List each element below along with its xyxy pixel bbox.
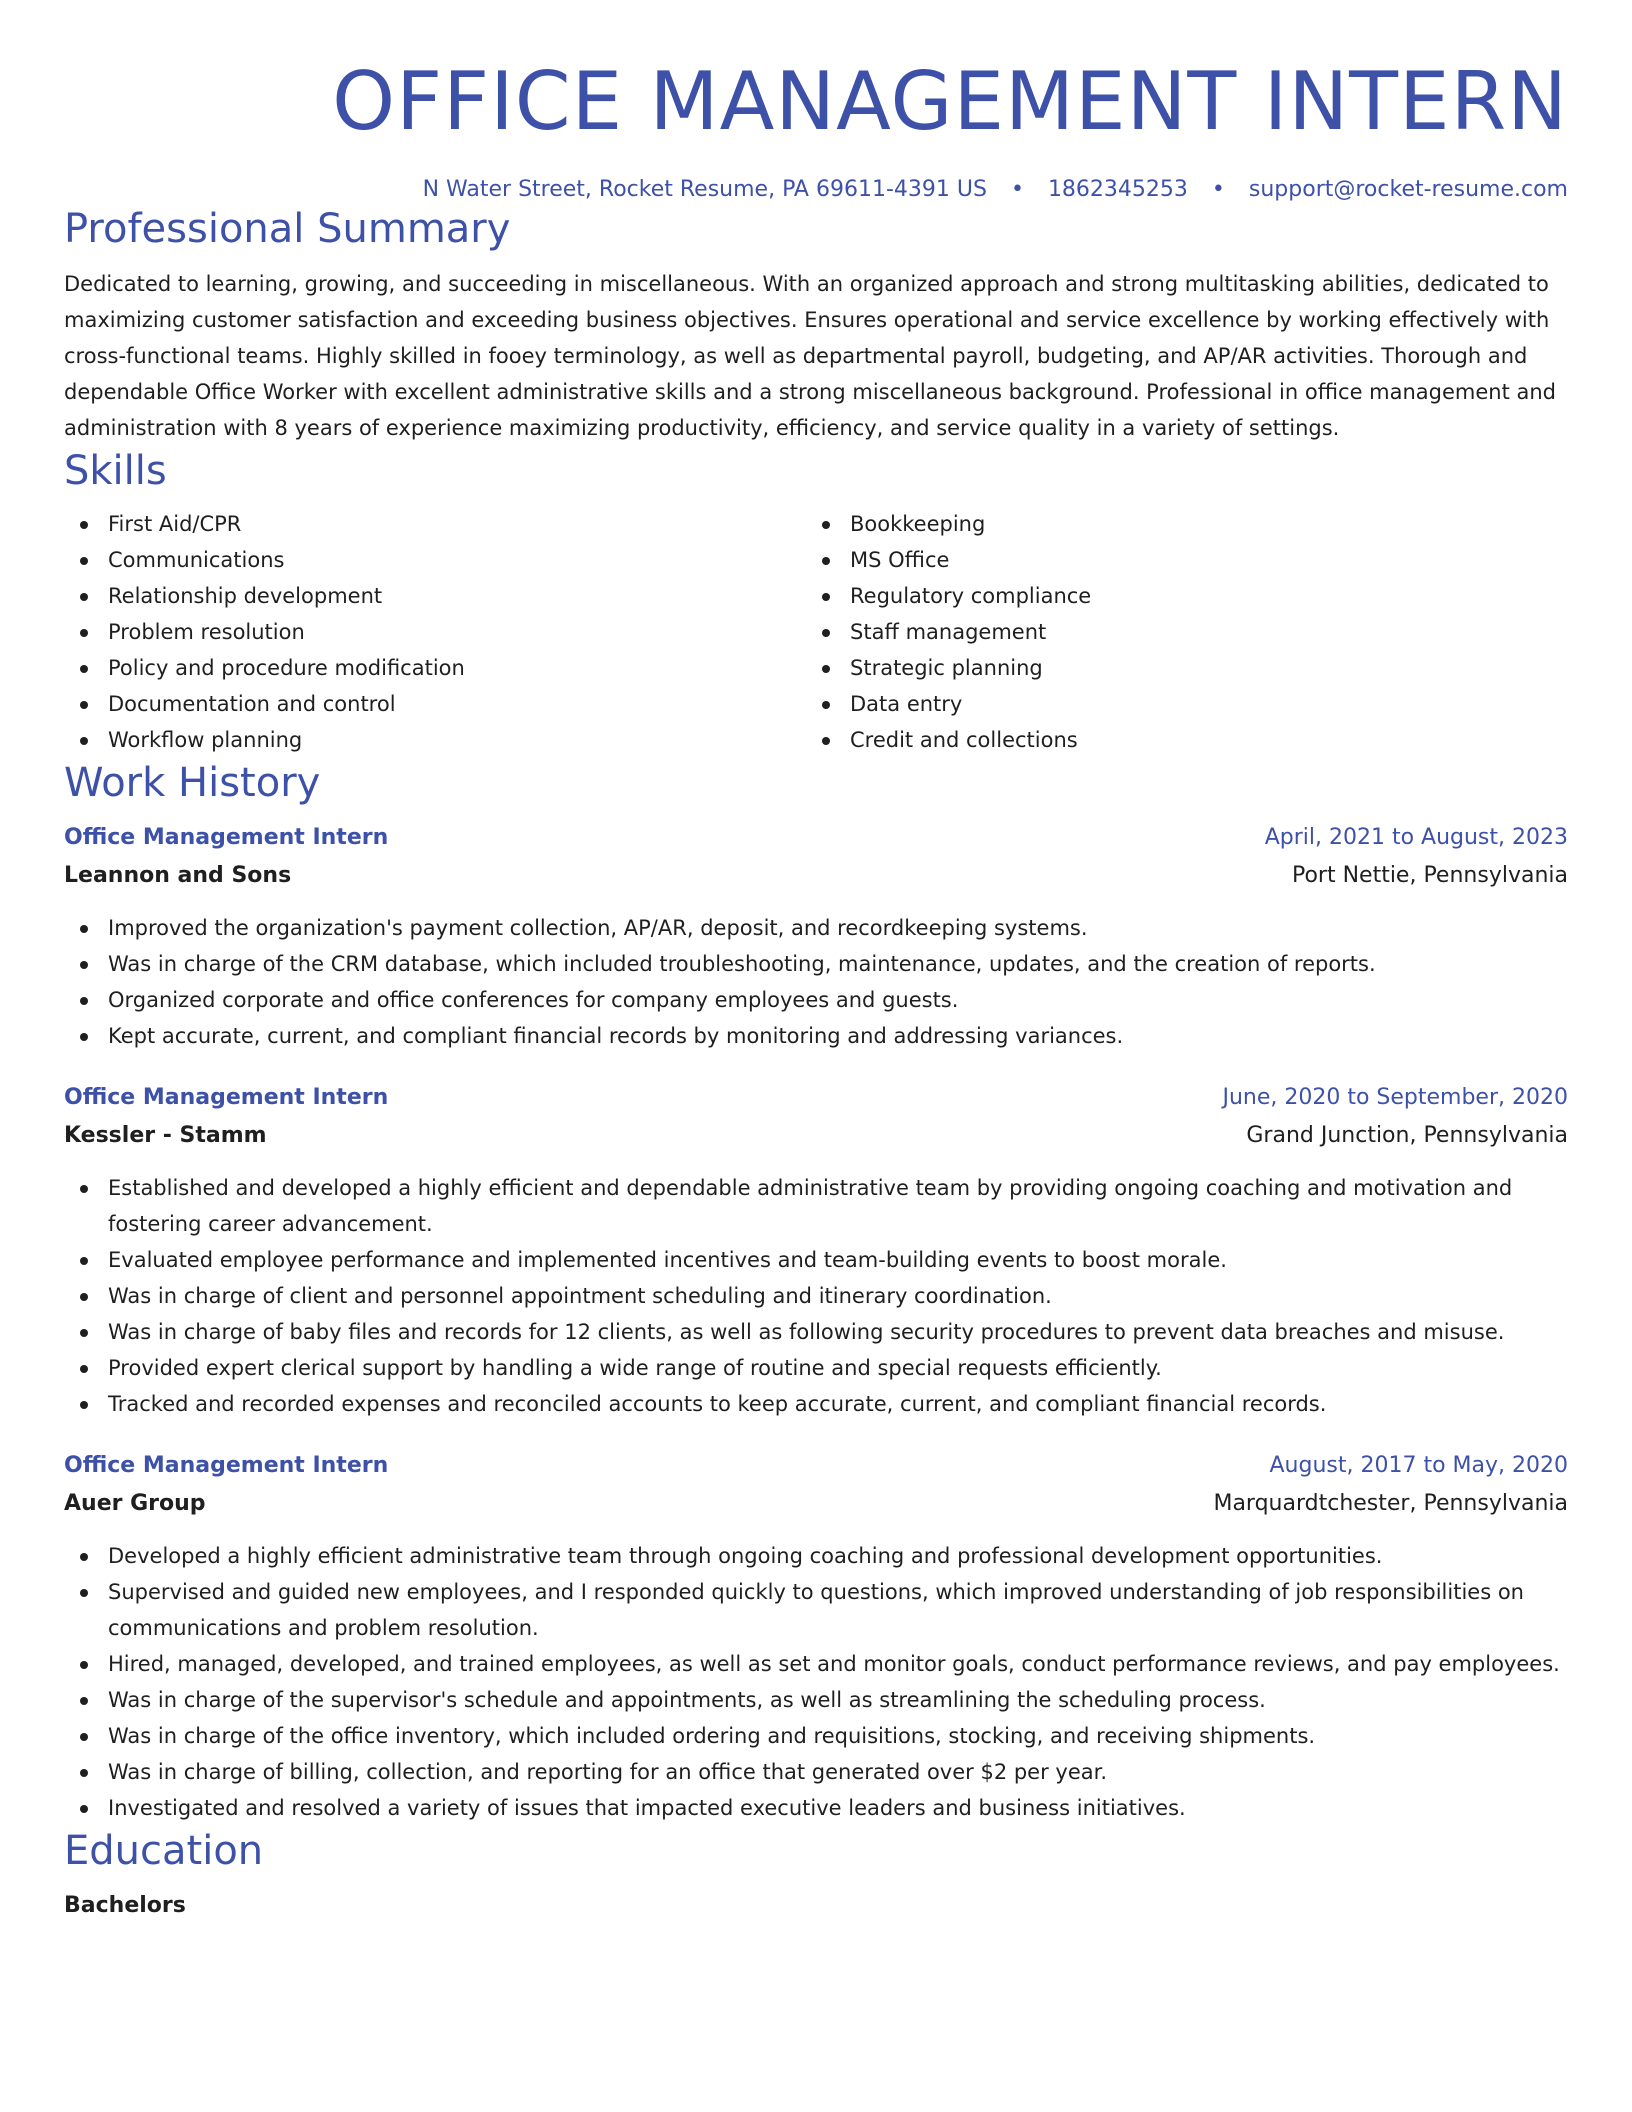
skill-item: Strategic planning	[806, 650, 1568, 686]
job-duties	[64, 910, 1568, 1054]
skill-item: Policy and procedure modification	[64, 650, 806, 686]
contact-separator: •	[1010, 177, 1024, 202]
skills-heading: Skills	[64, 448, 167, 494]
skill-item: MS Office	[806, 542, 1568, 578]
summary-section	[64, 204, 1568, 446]
duty-item: Provided expert clerical support by handling a wide range of routine and special requests efficiently.	[64, 1350, 1568, 1386]
contact-separator: •	[1211, 177, 1225, 202]
duty-item: Kept accurate, current, and compliant financial records by monitoring and addressing variances.	[64, 1018, 1568, 1054]
resume-header	[64, 0, 1568, 204]
skill-item: Data entry	[806, 686, 1568, 722]
skill-item: Relationship development	[64, 578, 806, 614]
job-dates: April, 2021 to August, 2023	[1264, 825, 1568, 850]
job-entry	[64, 820, 1568, 1054]
duty-item: Tracked and recorded expenses and reconciled accounts to keep accurate, current, and compliant financial records.	[64, 1386, 1568, 1422]
duty-item: Was in charge of the supervisor's schedule and appointments, as well as streamlining the scheduling process.	[64, 1682, 1568, 1718]
work-history-section	[64, 758, 1568, 1826]
skill-item: Workflow planning	[64, 722, 806, 758]
contact-email[interactable]: support@rocket-resume.com	[1248, 177, 1568, 202]
skill-item: Credit and collections	[806, 722, 1568, 758]
duty-item: Developed a highly efficient administrative team through ongoing coaching and professional development opportunities.	[64, 1538, 1568, 1574]
job-company: Auer Group	[64, 1491, 206, 1516]
job-location: Marquardtchester, Pennsylvania	[1213, 1491, 1568, 1516]
duty-item: Improved the organization's payment collection, AP/AR, deposit, and recordkeeping systems.	[64, 910, 1568, 946]
contact-address: N Water Street, Rocket Resume, PA 69611-4391 US	[422, 177, 987, 202]
skills-grid	[64, 506, 1568, 758]
job-title: Office Management Intern	[64, 1453, 389, 1478]
skills-list-right	[806, 506, 1568, 758]
skill-item: First Aid/CPR	[64, 506, 806, 542]
summary-heading: Professional Summary	[64, 206, 511, 252]
duty-item: Was in charge of client and personnel appointment scheduling and itinerary coordination.	[64, 1278, 1568, 1314]
skill-item: Bookkeeping	[806, 506, 1568, 542]
duty-item: Was in charge of baby files and records for 12 clients, as well as following security procedures to prevent data breaches and misuse.	[64, 1314, 1568, 1350]
job-company-row	[64, 856, 1568, 896]
duty-item: Investigated and resolved a variety of issues that impacted executive leaders and business initiatives.	[64, 1790, 1568, 1826]
duty-item: Was in charge of billing, collection, and reporting for an office that generated over $2 per year.	[64, 1754, 1568, 1790]
education-heading: Education	[64, 1828, 264, 1874]
education-degree: Bachelors	[64, 1893, 186, 1918]
duty-item: Hired, managed, developed, and trained employees, as well as set and monitor goals, conduct performance reviews, and pay employees.	[64, 1646, 1568, 1682]
job-entry	[64, 1080, 1568, 1422]
job-title-row	[64, 820, 1568, 856]
contact-line	[64, 176, 1568, 204]
skill-item: Problem resolution	[64, 614, 806, 650]
job-title: Office Management Intern	[64, 1085, 389, 1110]
duty-item: Organized corporate and office conferences for company employees and guests.	[64, 982, 1568, 1018]
duty-item: Evaluated employee performance and implemented incentives and team-building events to boost morale.	[64, 1242, 1568, 1278]
job-duties	[64, 1170, 1568, 1422]
candidate-name: OFFICE MANAGEMENT INTERN	[332, 55, 1568, 148]
job-company: Kessler - Stamm	[64, 1123, 267, 1148]
job-duties	[64, 1538, 1568, 1826]
job-location: Grand Junction, Pennsylvania	[1246, 1123, 1568, 1148]
job-entry	[64, 1448, 1568, 1826]
education-section	[64, 1826, 1568, 1924]
job-location: Port Nettie, Pennsylvania	[1291, 863, 1568, 888]
work-history-heading: Work History	[64, 760, 321, 806]
skills-section	[64, 446, 1568, 758]
job-dates: August, 2017 to May, 2020	[1269, 1453, 1568, 1478]
skill-item: Regulatory compliance	[806, 578, 1568, 614]
skills-list-left	[64, 506, 806, 758]
job-company: Leannon and Sons	[64, 863, 292, 888]
duty-item: Supervised and guided new employees, and I responded quickly to questions, which improved understanding of job responsibilities on communications and problem resolution.	[64, 1574, 1568, 1646]
job-title-row	[64, 1448, 1568, 1484]
job-dates: June, 2020 to September, 2020	[1222, 1085, 1568, 1110]
job-title-row	[64, 1080, 1568, 1116]
skill-item: Communications	[64, 542, 806, 578]
skill-item: Staff management	[806, 614, 1568, 650]
job-company-row	[64, 1116, 1568, 1156]
job-title: Office Management Intern	[64, 825, 389, 850]
duty-item: Was in charge of the office inventory, which included ordering and requisitions, stocking, and receiving shipments.	[64, 1718, 1568, 1754]
skill-item: Documentation and control	[64, 686, 806, 722]
job-company-row	[64, 1484, 1568, 1524]
summary-text: Dedicated to learning, growing, and succeeding in miscellaneous. With an organized approach and strong multitasking abilities, dedicated to maximizing customer satisfaction and exceeding business objectives. Ensures operational and service excellence by working effectively with cross-functional teams. Highly skilled in fooey terminology, as well as departmental payroll, budgeting, and AP/AR activities. Thorough and dependable Office Worker with excellent administrative skills and a strong miscellaneous background. Professional in office management and administration with 8 years of experience maximizing productivity, efficiency, and service quality in a variety of settings.	[64, 272, 1557, 440]
duty-item: Was in charge of the CRM database, which included troubleshooting, maintenance, updates, and the creation of reports.	[64, 946, 1568, 982]
duty-item: Established and developed a highly efficient and dependable administrative team by providing ongoing coaching and motivation and fostering career advancement.	[64, 1170, 1568, 1242]
contact-phone: 1862345253	[1047, 177, 1188, 202]
